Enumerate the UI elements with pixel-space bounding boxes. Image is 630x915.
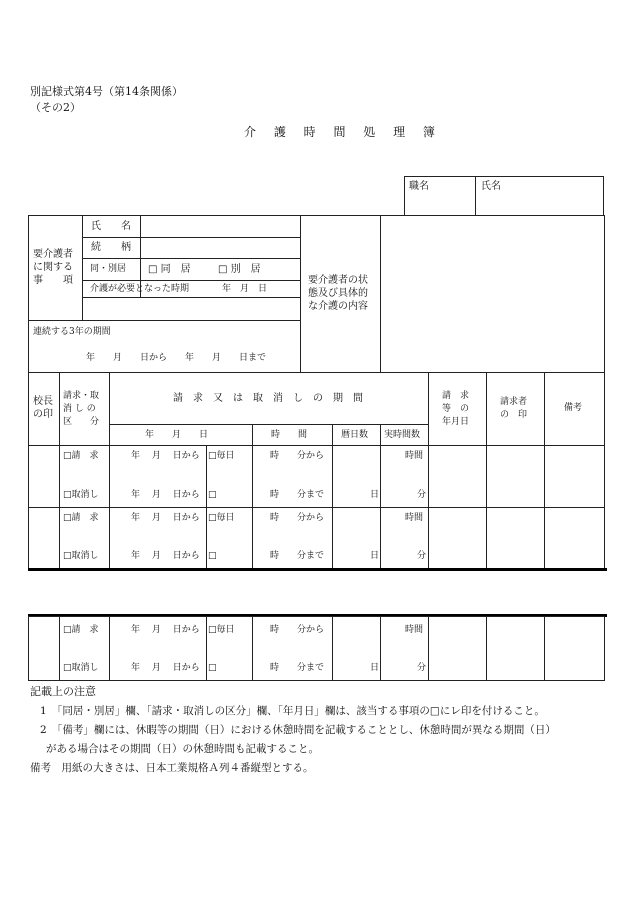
calendar-days-header: 暦日数 xyxy=(341,430,369,440)
row2-checkbox[interactable]: □ xyxy=(208,551,217,561)
care-relation-label: 続 柄 xyxy=(91,242,131,253)
notes-remark: 備考 用紙の大きさは、日本工業規格Ａ列４番縦型とする。 xyxy=(30,762,314,774)
row3-checkbox[interactable]: □ xyxy=(208,663,217,673)
row1-cancel-checkbox[interactable]: □取消し xyxy=(63,490,99,500)
living-separate-checkbox[interactable]: □ 別 居 xyxy=(218,264,261,275)
care-section-label-2: に関する xyxy=(33,262,73,273)
row1-date-from: 年 月 日から xyxy=(131,451,200,461)
period-format: 年 月 日から 年 月 日まで xyxy=(86,353,267,363)
row3-cancel-checkbox[interactable]: □取消し xyxy=(63,663,99,673)
row2-time-from: 時 分から xyxy=(270,513,325,523)
request-type-label-3: 区 分 xyxy=(63,417,100,427)
row3-time-to: 時 分まで xyxy=(270,663,325,673)
request-date-label-1: 請 求 xyxy=(442,391,470,401)
time-header: 時 間 xyxy=(271,430,308,440)
request-type-label-1: 請求・取 xyxy=(63,391,100,401)
living-together-checkbox[interactable]: □ 同 居 xyxy=(148,264,191,275)
row1-day-unit: 日 xyxy=(370,490,380,500)
row3-time-from: 時 分から xyxy=(270,625,325,635)
break-line-top xyxy=(28,568,607,571)
care-need-date-format: 年 月 日 xyxy=(222,284,268,294)
care-living-label: 同・別居 xyxy=(90,264,127,274)
row1-time-from: 時 分から xyxy=(270,451,325,461)
row3-hour-unit: 時間 xyxy=(405,625,424,635)
row1-hour-unit: 時間 xyxy=(405,451,424,461)
row1-minute-unit: 分 xyxy=(417,490,427,500)
row3-date-to: 年 月 日から xyxy=(131,663,200,673)
period-label: 連続する3年の期間 xyxy=(33,327,111,337)
row2-minute-unit: 分 xyxy=(417,551,427,561)
principal-seal-label-2: の印 xyxy=(33,409,53,420)
row2-time-to: 時 分まで xyxy=(270,551,325,561)
care-condition-label-2: 態及び具体的 xyxy=(308,288,368,299)
position-label: 職名 xyxy=(409,181,429,192)
form-number: 別記様式第4号（第14条関係） xyxy=(30,85,183,98)
actual-hours-header: 実時間数 xyxy=(384,430,421,440)
row3-day-unit: 日 xyxy=(370,663,380,673)
principal-seal-label-1: 校長 xyxy=(33,396,53,407)
row1-time-to: 時 分まで xyxy=(270,490,325,500)
request-date-label-2: 等 の xyxy=(442,404,470,414)
request-type-label-2: 消 し の xyxy=(63,404,96,414)
row2-day-unit: 日 xyxy=(370,551,380,561)
requester-seal-label-2: の 印 xyxy=(500,410,528,420)
care-need-date-label: 介護が必要となった時期 xyxy=(90,284,190,294)
care-section-label-1: 要介護者 xyxy=(33,249,73,260)
request-date-label-3: 年月日 xyxy=(442,417,470,427)
care-name-label: 氏 名 xyxy=(91,221,131,232)
staff-box xyxy=(404,176,604,216)
row2-request-checkbox[interactable]: □請 求 xyxy=(63,513,99,523)
remarks-header: 備考 xyxy=(564,403,583,413)
requester-seal-label-1: 請求者 xyxy=(500,397,528,407)
notes-item-2-line-2: がある場合はその期間（日）の休憩時間も記載すること。 xyxy=(46,743,319,755)
care-section-label-3: 事 項 xyxy=(33,275,73,286)
notes-item-2-line-1: 2 「備考」欄には、休暇等の期間（日）における休憩時間を記載することとし、休憩時間が異なる期間（日） xyxy=(40,724,556,736)
row1-date-to: 年 月 日から xyxy=(131,490,200,500)
row2-cancel-checkbox[interactable]: □取消し xyxy=(63,551,99,561)
row2-date-from: 年 月 日から xyxy=(131,513,200,523)
row2-hour-unit: 時間 xyxy=(405,513,424,523)
page-title: 介 護 時 間 処 理 簿 xyxy=(244,125,442,139)
row2-date-to: 年 月 日から xyxy=(131,551,200,561)
row3-date-from: 年 月 日から xyxy=(131,625,200,635)
row3-daily-checkbox[interactable]: □毎日 xyxy=(208,625,235,635)
form-sub-number: （その2） xyxy=(30,101,81,114)
name-label: 氏名 xyxy=(481,181,501,192)
date-header: 年 月 日 xyxy=(145,430,209,440)
row1-checkbox[interactable]: □ xyxy=(208,490,217,500)
period-header: 請 求 又 は 取 消 し の 期 間 xyxy=(173,393,363,404)
row1-request-checkbox[interactable]: □請 求 xyxy=(63,451,99,461)
row3-request-checkbox[interactable]: □請 求 xyxy=(63,625,99,635)
notes-heading: 記載上の注意 xyxy=(30,685,96,698)
care-condition-label-1: 要介護者の状 xyxy=(308,275,368,286)
row3-minute-unit: 分 xyxy=(417,663,427,673)
row1-daily-checkbox[interactable]: □毎日 xyxy=(208,451,235,461)
row2-daily-checkbox[interactable]: □毎日 xyxy=(208,513,235,523)
care-condition-label-3: な介護の内容 xyxy=(308,301,368,312)
notes-item-1: 1 「同居・別居」欄、「請求・取消しの区分」欄、「年月日」欄は、該当する事項の□にレ印を付けること。 xyxy=(40,705,545,717)
